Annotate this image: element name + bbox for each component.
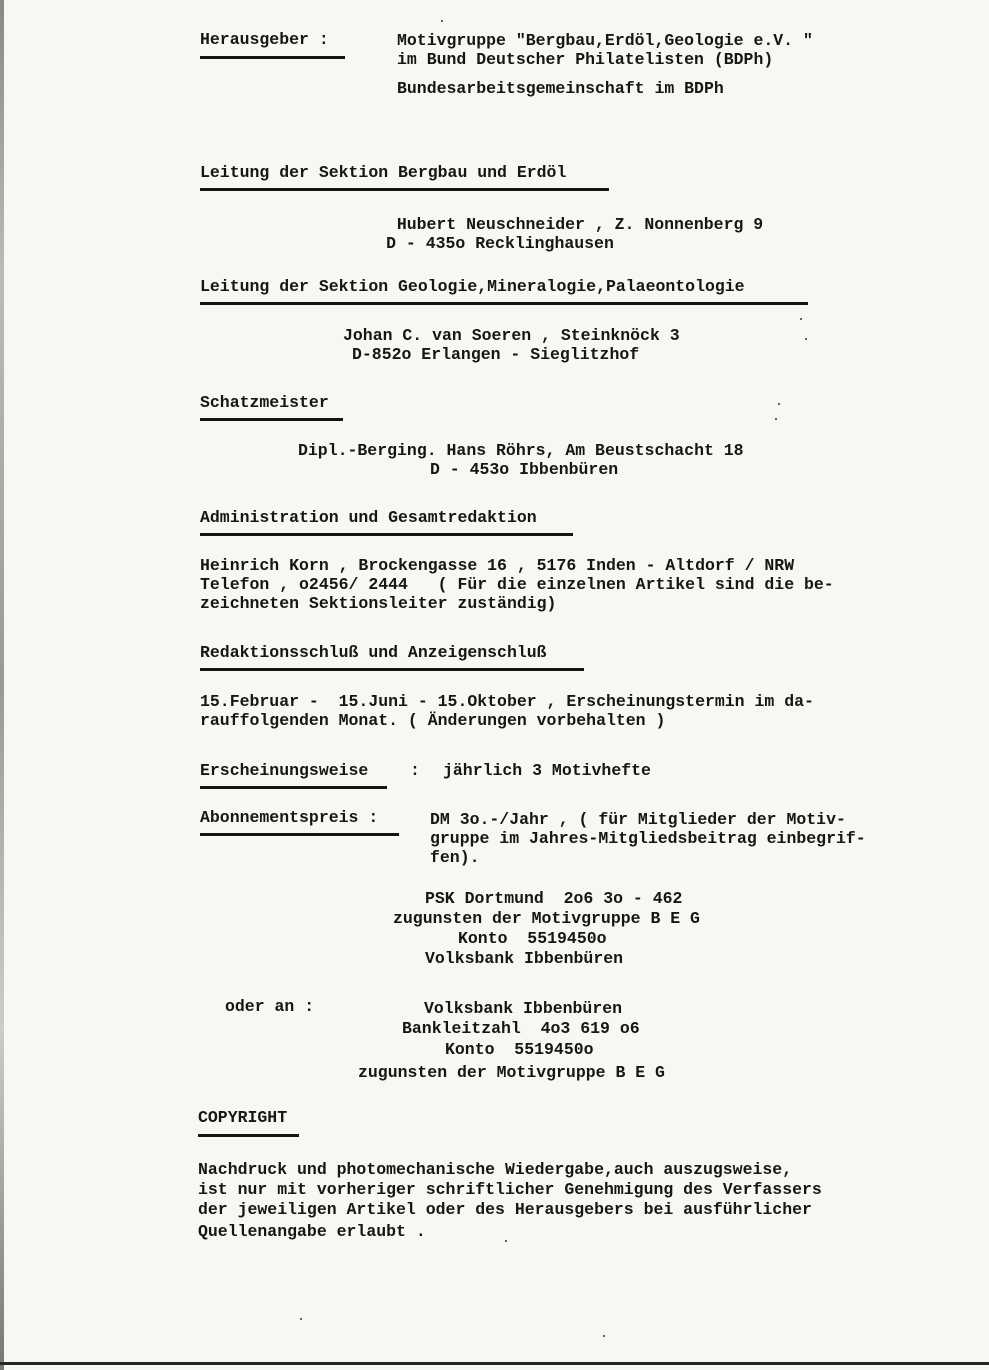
publisher-line-1: Motivgruppe "Bergbau,Erdöl,Geologie e.V. " xyxy=(397,31,813,50)
section-geology-line-1: Johan C. van Soeren , Steinknöck 3 xyxy=(343,326,680,345)
publisher-line-3: Bundesarbeitsgemeinschaft im BDPh xyxy=(397,79,724,98)
scan-edge-left xyxy=(0,0,4,1370)
treasurer-underline xyxy=(200,418,343,421)
section-mining-line-2: D - 435o Recklinghausen xyxy=(386,234,614,253)
deadline-heading: Redaktionsschluß und Anzeigenschluß xyxy=(200,643,547,662)
deadline-line-2: rauffolgenden Monat. ( Änderungen vorbehalten ) xyxy=(200,711,666,730)
scan-speck xyxy=(300,1318,302,1320)
frequency-label: Erscheinungsweise xyxy=(200,761,369,780)
copyright-line-2: ist nur mit vorheriger schriftlicher Genehmigung des Verfassers xyxy=(198,1180,822,1199)
publisher-line-2: im Bund Deutscher Philatelisten (BDPh) xyxy=(397,50,774,69)
scan-speck xyxy=(505,1240,507,1242)
section-mining-heading: Leitung der Sektion Bergbau und Erdöl xyxy=(200,163,567,182)
bank2-line-2: Bankleitzahl 4o3 619 o6 xyxy=(402,1019,640,1038)
copyright-line-3: der jeweiligen Artikel oder des Herausgebers bei ausführlicher xyxy=(198,1200,812,1219)
section-geology-underline xyxy=(200,302,808,305)
administration-line-1: Heinrich Korn , Brockengasse 16 , 5176 Inden - Altdorf / NRW xyxy=(200,556,795,575)
scan-speck xyxy=(800,318,802,320)
section-geology-line-2: D-852o Erlangen - Sieglitzhof xyxy=(352,345,640,364)
copyright-line-4: Quellenangabe erlaubt . xyxy=(198,1222,426,1241)
copyright-underline xyxy=(198,1134,299,1137)
administration-heading: Administration und Gesamtredaktion xyxy=(200,508,537,527)
bank1-line-1: PSK Dortmund 2o6 3o - 462 xyxy=(425,889,683,908)
bank2-line-1: Volksbank Ibbenbüren xyxy=(424,999,623,1018)
subscription-label: Abonnementspreis : xyxy=(200,808,379,827)
bank1-line-3: Konto 5519450o xyxy=(458,929,607,948)
section-mining-line-1: Hubert Neuschneider , Z. Nonnenberg 9 xyxy=(396,215,764,234)
subscription-line-1: DM 3o.-/Jahr , ( für Mitglieder der Motiv- xyxy=(430,810,846,829)
bank1-line-4: Volksbank Ibbenbüren xyxy=(425,949,624,968)
administration-line-2: Telefon , o2456/ 2444 ( Für die einzelnen Artikel sind die be- xyxy=(200,575,834,594)
administration-line-3: zeichneten Sektionsleiter zuständig) xyxy=(200,594,557,613)
copyright-line-1: Nachdruck und photomechanische Wiedergabe,auch auszugsweise, xyxy=(198,1160,793,1179)
deadline-underline xyxy=(200,668,584,671)
subscription-underline xyxy=(200,833,399,836)
scan-speck xyxy=(441,20,443,22)
scan-speck xyxy=(805,338,807,340)
subscription-line-3: fen). xyxy=(430,848,480,867)
administration-underline xyxy=(200,533,573,536)
bank1-line-2: zugunsten der Motivgruppe B E G xyxy=(393,909,700,928)
subscription-line-2: gruppe im Jahres-Mitgliedsbeitrag einbegrif- xyxy=(430,829,866,848)
frequency-value: jährlich 3 Motivhefte xyxy=(443,761,651,780)
treasurer-line-2: D - 453o Ibbenbüren xyxy=(430,460,619,479)
publisher-label: Herausgeber : xyxy=(200,30,329,49)
scan-speck xyxy=(603,1335,605,1337)
treasurer-heading: Schatzmeister xyxy=(200,393,329,412)
copyright-heading: COPYRIGHT xyxy=(198,1108,288,1127)
publisher-underline xyxy=(200,56,345,59)
treasurer-line-1: Dipl.-Berging. Hans Röhrs, Am Beustschacht 18 xyxy=(298,441,744,460)
scan-edge-bottom xyxy=(0,1362,989,1365)
frequency-underline xyxy=(200,786,387,789)
section-geology-heading: Leitung der Sektion Geologie,Mineralogie,Palaeontologie xyxy=(200,277,745,296)
bank2-line-4: zugunsten der Motivgruppe B E G xyxy=(358,1063,665,1082)
scan-speck xyxy=(775,418,777,420)
frequency-colon: : xyxy=(410,761,420,780)
scan-speck xyxy=(778,403,780,405)
deadline-line-1: 15.Februar - 15.Juni - 15.Oktober , Erscheinungstermin im da- xyxy=(200,692,814,711)
bank2-label: oder an : xyxy=(225,997,315,1016)
section-mining-underline xyxy=(200,188,609,191)
bank2-line-3: Konto 5519450o xyxy=(445,1040,594,1059)
